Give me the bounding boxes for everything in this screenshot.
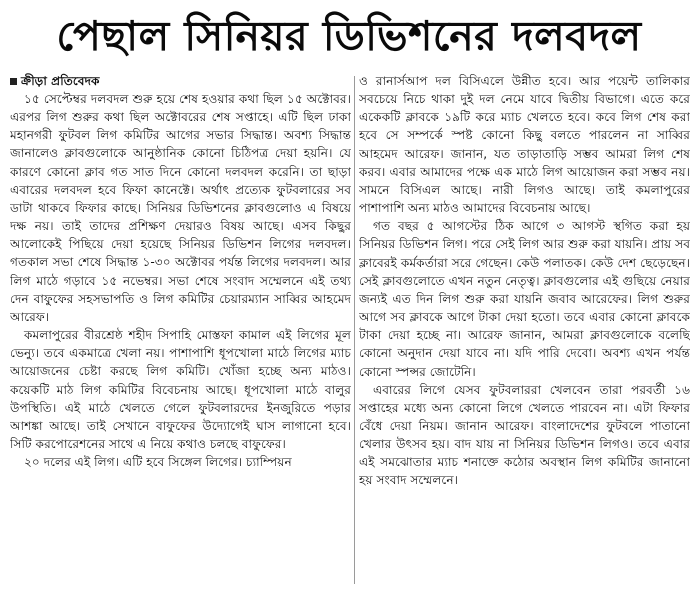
article-paragraph: ১৫ সেপ্টেম্বর দলবদল শুরু হয়ে শেষ হওয়ার কথা ছিল ১৫ অক্টোবর। এরপর লিগ শুরুর কথা ছিল অক্টোবরের শেষ সপ্তাহে। এটি ছিল ঢাকা মহানগরী ফুটবল লিগ কমিটির আগের সভার সিদ্ধান্ত। অবশ্য সিদ্ধান্ত জানালেও ক্লাবগুলোকে আনুষ্ঠানিক কোনো চিঠিপত্র দেয়া হয়নি। যে কারণে কোনো ক্লাব গত সাত দিনে কোনো দলবদল করেনি। তা ছাড়া এবারের দলবদল হবে ফিফা কানেক্টে। অর্থাৎ প্রত্যেক ফুটবলারের সব ডাটা থাকবে ফিফার কাছে। সিনিয়র ডিভিশনের ক্লাবগুলোও এ বিষয়ে দক্ষ নয়। তাই তাদের প্রশিক্ষণ দেয়ারও বিষয় আছে। এসব কিছুর আলোকেই পিছিয়ে দেয়া হয়েছে সিনিয়র ডিভিশন লিগের দলবদল। গতকাল সভা শেষে সিদ্ধান্ত ১-৩০ অক্টোবর পর্যন্ত লিগের দলবদল। আর লিগ মাঠে গড়াবে ১৫ নভেম্বর। সভা শেষে সংবাদ সম্মেলনে এই তথ্য দেন বাফুফের সহসভাপতি ও লিগ কমিটির চেয়ারম্যান সাব্বির আহমেদ আরেফ। [10, 92, 351, 324]
article-paragraph: এবারের লিগে যেসব ফুটবলাররা খেলবেন তারা পরবর্তী ১৬ সপ্তাহের মধ্যে অন্য কোনো লিগে খেলতে পারবেন না। এটা ফিফার বেঁধে দেয়া নিয়ম। জানান আরেফ। বাংলাদেশের ফুটবলে পাতানো খেলার উৎসব হয়। বাদ যায় না সিনিয়র ডিভিশন লিগও। তবে এবার এই সমঝোতার ম্যাচ শনাক্তে কঠোর অবস্থান লিগ কমিটির জানানো হয় সংবাদ সম্মেলনে। [359, 382, 690, 488]
bullet-square-icon [10, 78, 17, 85]
byline-text: ক্রীড়া প্রতিবেদক [21, 74, 100, 88]
article-column-left [10, 72, 351, 588]
article-byline [10, 72, 351, 90]
column-divider [354, 76, 355, 584]
article-column-right [359, 72, 690, 588]
article-paragraph-segment: ২০ দলের এই লিগ। এটি হবে সিঙ্গেল লিগের। চ্যাম্পিয়ন [24, 455, 292, 470]
article-headline: পেছাল সিনিয়র ডিভিশনের দলবদল [56, 12, 642, 60]
article-paragraph: কমলাপুরের বীরশ্রেষ্ঠ শহীদ সিপাহি মোস্তফা কামাল এই লিগের মূল ভেন্যু। তবে একমাত্রে খেলা নয়। পাশাপাশি ধূপখোলা মাঠে লিগের ম্যাচ আয়োজনের চেষ্টা করছে লিগ কমিটি। খোঁজা হচ্ছে অন্য মাঠও। কয়েকটি মাঠ লিগ কমিটির বিবেচনায় আছে। ধূপখোলা মাঠে বালুর উপস্থিতি। এই মাঠে খেলতে গেলে ফুটবলারদের ইনজুরিতে পড়ার আশঙ্কা আছে। তাই সেখানে বাফুফের উদ্যোগেই ঘাস লাগানো হবে। সিটি করপোরেশনের সাথে এ নিয়ে কথাও চলছে বাফুফের। [10, 328, 351, 451]
article-paragraph-left-part [10, 453, 351, 471]
article-paragraph: গত বছর ৫ আগস্টের ঠিক আগে ৩ আগস্ট স্থগিত করা হয় সিনিয়র ডিভিশন লিগ। পরে সেই লিগ আর শুরু করা যায়নি। প্রায় সব ক্লাবেরই কর্মকর্তারা সরে গেছেন। কেউ পলাতক। কেউ দেশ ছেড়েছেন। সেই ক্লাবগুলোতে এখন নতুন নেতৃত্ব। ক্লাবগুলোর এই গুছিয়ে নেয়ার জন্যই এত দিন লিগ শুরু করা যায়নি জবাব আরেফের। লিগ শুরুর আগে সব ক্লাবকে আগে টাকা দেয়া হতো। তবে এবার কোনো ক্লাবকে টাকা দেয়া হচ্ছে না। আরেফ জানান, আমরা ক্লাবগুলোকে বলেছি কোনো অনুদান দেয়া যাবে না। যদি পারি দেবো। অবশ্য এখন পর্যন্ত কোনো স্পন্সর জোটেনি। [359, 219, 690, 379]
article-paragraph-segment: ও রানার্সআপ দল বিসিএলে উন্নীত হবে। আর পয়েন্ট তালিকার সবচেয়ে নিচে থাকা দুই দল নেমে যাবে দ্বিতীয় বিভাগে। এতে করে একেকটি ক্লাবকে ১৯টি করে ম্যাচ খেলতে হবে। কবে লিগ শেষ করা হবে সে সম্পর্কে স্পষ্ট কোনো কিছু বলতে পারলেন না সাব্বির আহমেদ আরেফ। জানান, যত তাড়াতাড়ি সম্ভব আমরা লিগ শেষ করব। এবার আমাদের পক্ষে এক মাঠে লিগ আয়োজন করা সম্ভব নয়। সামনে বিসিএল আছে। নারী লিগও আছে। তাই কমলাপুরের পাশাপাশি অন্য মাঠও আমাদের বিবেচনায় আছে। [359, 74, 690, 216]
article-paragraph-continued [359, 72, 690, 217]
